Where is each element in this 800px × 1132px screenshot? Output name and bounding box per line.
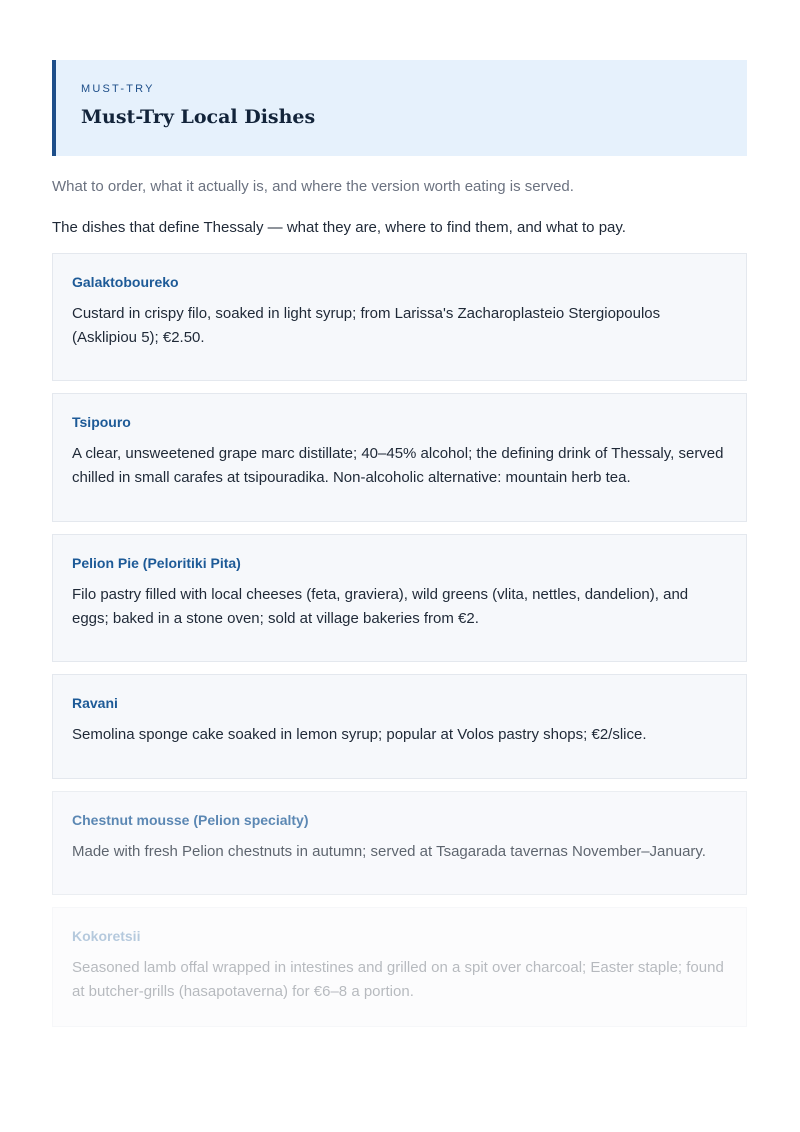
dish-description: Custard in crispy filo, soaked in light syrup; from Larissa's Zacharoplasteio Stergiopoulos (Asklipiou 5); €2.50. <box>72 305 661 346</box>
dish-description: A clear, unsweetened grape marc distillate; 40–45% alcohol; the defining drink of Thessaly, served chilled in small carafes at tsipouradika. Non-alcoholic alternative: mountain herb tea. <box>72 445 724 486</box>
intro-text: The dishes that define Thessaly — what they are, where to find them, and what to pay. <box>52 219 626 236</box>
dish-card-pelion-pie <box>52 534 747 662</box>
dish-description: Seasoned lamb offal wrapped in intestines and grilled on a spit over charcoal; Easter staple; found at butcher-grills (hasapotaverna) for €6–8 a portion. <box>72 959 724 1000</box>
dish-description: Made with fresh Pelion chestnuts in autumn; served at Tsagarada tavernas November–January. <box>72 843 706 860</box>
dish-card-kokoretsii <box>52 907 747 1027</box>
page-title: Must-Try Local Dishes <box>81 106 316 128</box>
dish-name: Pelion Pie (Peloritiki Pita) <box>72 555 241 571</box>
dish-card-galaktoboureko <box>52 253 747 381</box>
dish-name: Chestnut mousse (Pelion specialty) <box>72 812 309 828</box>
dish-name: Ravani <box>72 695 118 711</box>
dish-card-ravani <box>52 674 747 779</box>
page-subtitle: What to order, what it actually is, and where the version worth eating is served. <box>52 178 574 195</box>
dish-card-tsipouro <box>52 393 747 522</box>
dish-name: Galaktoboureko <box>72 274 179 290</box>
section-eyebrow: MUST-TRY <box>81 83 155 95</box>
dish-card-chestnut-mousse <box>52 791 747 895</box>
dish-description: Filo pastry filled with local cheeses (feta, graviera), wild greens (vlita, nettles, dandelion), and eggs; baked in a stone oven; sold at village bakeries from €2. <box>72 586 689 627</box>
dish-name: Tsipouro <box>72 414 131 430</box>
dish-name: Kokoretsii <box>72 928 141 944</box>
section-header <box>52 60 747 156</box>
dish-description: Semolina sponge cake soaked in lemon syrup; popular at Volos pastry shops; €2/slice. <box>72 726 647 743</box>
